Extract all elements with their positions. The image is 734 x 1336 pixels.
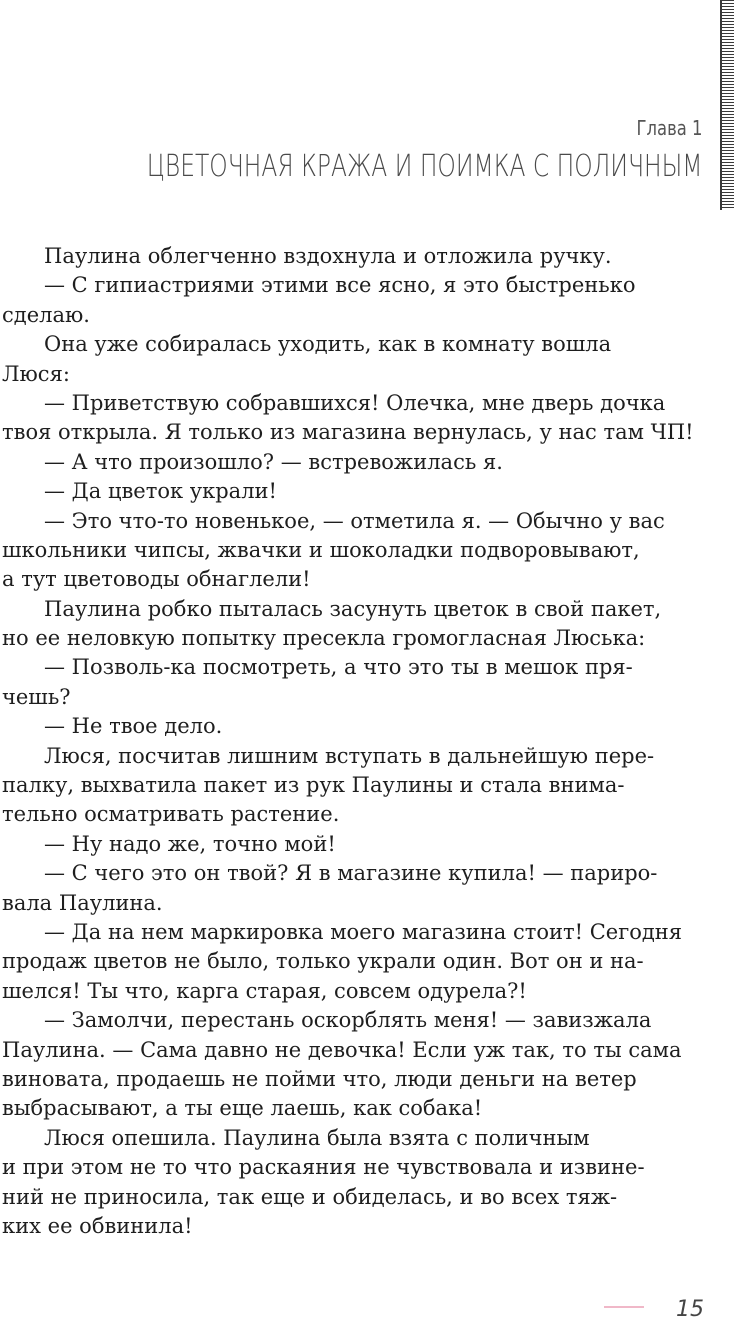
text-line: Паулина робко пыталась засунуть цветок в свой пакет,: [44, 596, 662, 621]
text-line: виновата, продаешь не пойми что, люди деньги на ветер: [2, 1066, 637, 1091]
text-line: Люся опешила. Паулина была взята с поличным: [44, 1125, 590, 1150]
text-line: — Не твое дело.: [44, 714, 223, 739]
text-line: — Ну надо же, точно мой!: [44, 831, 336, 856]
text-line: — Да на нем маркировка моего магазина стоит! Сегодня: [44, 919, 683, 944]
text-line: шелся! Ты что, карга старая, совсем одурела?!: [2, 978, 527, 1003]
text-line: а тут цветоводы обнаглели!: [2, 567, 311, 592]
text-line: вала Паулина.: [2, 890, 163, 915]
text-line: палку, выхватила пакет из рук Паулины и стала внима-: [2, 773, 625, 798]
text-line: Люся, посчитав лишним вступать в дальнейшую пере-: [44, 743, 655, 768]
chapter-header: [0, 114, 702, 188]
text-line: — А что произошло? — встревожилась я.: [44, 449, 503, 474]
text-line: школьники чипсы, жвачки и шоколадки подворовывают,: [2, 537, 640, 562]
text-line: Она уже собиралась уходить, как в комнату вошла: [44, 332, 612, 357]
text-line: — Замолчи, перестань оскорблять меня! — завизжала: [44, 1008, 652, 1033]
text-line: — Да цветок украли!: [44, 479, 277, 504]
text-line: Люся:: [2, 361, 70, 386]
text-line: и при этом не то что раскаяния не чувствовала и извине-: [2, 1155, 645, 1180]
chapter-title: ЦВЕТОЧНАЯ КРАЖА И ПОИМКА С ПОЛИЧНЫМ: [146, 149, 702, 184]
page-number: 15: [676, 1297, 704, 1322]
text-line: сделаю.: [2, 302, 90, 327]
text-line: выбрасывают, а ты еще лаешь, как собака!: [2, 1096, 483, 1121]
text-line: тельно осматривать растение.: [2, 802, 340, 827]
text-line: ний не приносила, так еще и обиделась, и во всех тяж-: [2, 1184, 618, 1209]
text-line: Паулина. — Сама давно не девочка! Если уж так, то ты сама: [2, 1037, 682, 1062]
text-line: Паулина облегченно вздохнула и отложила ручку.: [44, 244, 612, 268]
text-line: ких ее обвинила!: [2, 1213, 193, 1238]
body-text: [2, 242, 694, 1241]
page-edge-strip: [720, 0, 734, 210]
text-line: — Это что-то новенькое, — отметила я. — Обычно у вас: [44, 508, 665, 533]
text-line: чешь?: [2, 684, 71, 709]
text-line: — С чего это он твой? Я в магазине купила! — париро-: [44, 861, 658, 886]
text-line: но ее неловкую попытку пресекла громогласная Люська:: [2, 626, 646, 651]
text-line: — Позволь-ка посмотреть, а что это ты в мешок пря-: [44, 655, 633, 680]
text-line: — С гипиастриями этими все ясно, я это быстренько: [44, 273, 636, 298]
text-line: — Приветствую собравшихся! Олечка, мне дверь дочка: [44, 390, 666, 415]
chapter-label: Глава 1: [636, 116, 702, 140]
footer-accent-line: [604, 1306, 644, 1308]
text-line: продаж цветов не было, только украли один. Вот он и на-: [2, 949, 644, 974]
text-line: твоя открыла. Я только из магазина вернулась, у нас там ЧП!: [2, 420, 694, 445]
